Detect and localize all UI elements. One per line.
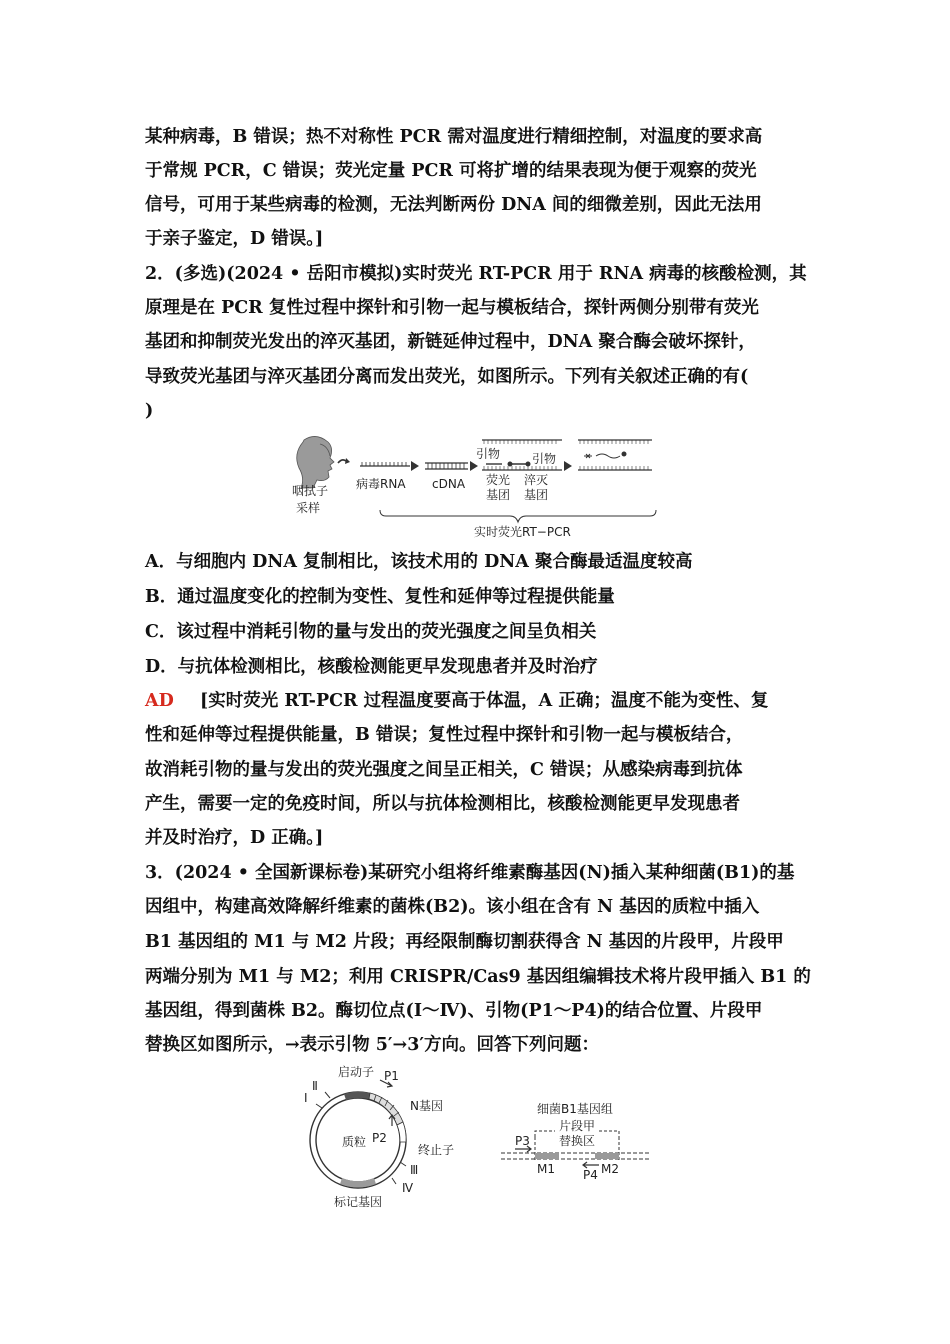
plasmid-figure bbox=[300, 1062, 480, 1212]
brace bbox=[380, 510, 656, 522]
text-line: 基团和抑制荧光发出的淬灭基团，新链延伸过程中，DNA 聚合酶会破坏探针， bbox=[145, 332, 756, 352]
viral-rna-strand bbox=[360, 461, 419, 471]
m1-segment bbox=[535, 1153, 559, 1159]
primer-p4-label: P4 bbox=[583, 1168, 598, 1182]
promoter-label: 启动子 bbox=[338, 1065, 375, 1079]
option-c: C．该过程中消耗引物的量与发出的荧光强度之间呈负相关 bbox=[145, 622, 597, 642]
text-line: 故消耗引物的量与发出的荧光强度之间呈正相关，C 错误；从感染病毒到抗体 bbox=[145, 760, 743, 780]
n-gene-block bbox=[369, 1093, 403, 1125]
text-line: 于亲子鉴定，D 错误。] bbox=[145, 229, 324, 249]
text-line: 并及时治疗，D 正确。] bbox=[145, 828, 324, 848]
fragment-label: 片段甲 bbox=[559, 1119, 596, 1133]
text-line: 替换区如图所示，→表示引物 5′→3′方向。回答下列问题： bbox=[145, 1035, 599, 1055]
text-line: 基因组，得到菌株 B2。酶切位点(Ⅰ～Ⅳ)、引物(P1～P4)的结合位置、片段甲 bbox=[145, 1001, 763, 1021]
site-label: Ⅲ bbox=[410, 1163, 419, 1177]
m2-label: M2 bbox=[601, 1162, 619, 1176]
m2-segment bbox=[595, 1153, 619, 1159]
site-label: Ⅰ bbox=[304, 1091, 308, 1105]
quench-label: 淬灭 bbox=[524, 473, 549, 487]
plasmid-center-label: 质粒 bbox=[342, 1135, 367, 1149]
primer-p1-label: P1 bbox=[384, 1069, 399, 1083]
option-d: D．与抗体检测相比，核酸检测能更早发现患者并及时治疗 bbox=[145, 657, 598, 677]
text-line: 两端分别为 M1 与 M2；利用 CRISPR/Cas9 基因组编辑技术将片段甲插入 B1 的 bbox=[145, 967, 811, 987]
fluor-label: 荧光 bbox=[486, 473, 511, 487]
cdna-label: cDNA bbox=[432, 477, 466, 491]
primer-p2-label: P2 bbox=[372, 1131, 387, 1145]
brace-label: 实时荧光RT−PCR bbox=[474, 525, 571, 539]
answer-line bbox=[145, 689, 768, 713]
text-line: 某种病毒，B 错误；热不对称性 PCR 需对温度进行精细控制，对温度的要求高 bbox=[145, 127, 763, 147]
site-label: Ⅳ bbox=[402, 1181, 414, 1195]
terminator-block bbox=[397, 1122, 406, 1142]
text-line: 性和延伸等过程提供能量，B 错误；复性过程中探针和引物一起与模板结合， bbox=[145, 725, 744, 745]
option-b: B．通过温度变化的控制为变性、复性和延伸等过程提供能量 bbox=[145, 587, 615, 607]
primer-p3-label: P3 bbox=[515, 1134, 530, 1148]
rt-pcr-figure bbox=[290, 430, 660, 542]
question-2-stem: 2．(多选)(2024 • 岳阳市模拟)实时荧光 RT-PCR 用于 RNA 病毒的核酸检测，其 bbox=[145, 264, 807, 284]
answer-key: AD bbox=[145, 691, 174, 711]
terminator-label: 终止子 bbox=[418, 1143, 455, 1157]
genome-figure bbox=[495, 1095, 660, 1185]
extension-strand bbox=[578, 440, 652, 470]
primer-label: 引物 bbox=[476, 447, 501, 461]
text-line: ) bbox=[145, 401, 154, 421]
cdna-strand bbox=[425, 461, 478, 471]
viral-rna-label: 病毒RNA bbox=[356, 477, 406, 491]
text-line: 产生，需要一定的免疫时间，所以与抗体检测相比，核酸检测能更早发现患者 bbox=[145, 794, 740, 814]
text-line: 信号，可用于某些病毒的检测，无法判断两份 DNA 间的细微差别，因此无法用 bbox=[145, 195, 762, 215]
question-3-stem: 3．(2024 • 全国新课标卷)某研究小组将纤维素酶基因(N)插入某种细菌(B1)的基 bbox=[145, 863, 795, 883]
swab-label: 咽拭子 bbox=[292, 484, 329, 498]
text-line: 导致荧光基团与淬灭基团分离而发出荧光，如图所示。下列有关叙述正确的有( bbox=[145, 367, 749, 387]
marker-label: 标记基因 bbox=[334, 1195, 383, 1209]
genome-title: 细菌B1基因组 bbox=[537, 1102, 613, 1116]
text-line: 于常规 PCR，C 错误；荧光定量 PCR 可将扩增的结果表现为便于观察的荧光 bbox=[145, 161, 757, 181]
text-line: B1 基因组的 M1 与 M2 片段；再经限制酶切割获得含 N 基因的片段甲，片段甲 bbox=[145, 932, 784, 952]
site-label: Ⅱ bbox=[312, 1079, 318, 1093]
text-line: 原理是在 PCR 复性过程中探针和引物一起与模板结合，探针两侧分别带有荧光 bbox=[145, 298, 759, 318]
swab-label: 采样 bbox=[296, 501, 321, 515]
fluor-label: 基团 bbox=[486, 488, 511, 502]
person-head-icon bbox=[297, 436, 334, 488]
arrow-icon bbox=[338, 458, 350, 464]
text-line: 因组中，构建高效降解纤维素的菌株(B2)。该小组在含有 N 基因的质粒中插入 bbox=[145, 897, 760, 917]
m1-label: M1 bbox=[537, 1162, 555, 1176]
n-gene-label: N基因 bbox=[410, 1099, 443, 1113]
quench-label: 基团 bbox=[524, 488, 549, 502]
option-a: A．与细胞内 DNA 复制相比，该技术用的 DNA 聚合酶最适温度较高 bbox=[145, 552, 693, 572]
primer-label: 引物 bbox=[532, 452, 557, 466]
fragment-label: 替换区 bbox=[559, 1134, 596, 1148]
explanation-text: [实时荧光 RT-PCR 过程温度要高于体温，A 正确；温度不能为变性、复 bbox=[199, 691, 769, 711]
